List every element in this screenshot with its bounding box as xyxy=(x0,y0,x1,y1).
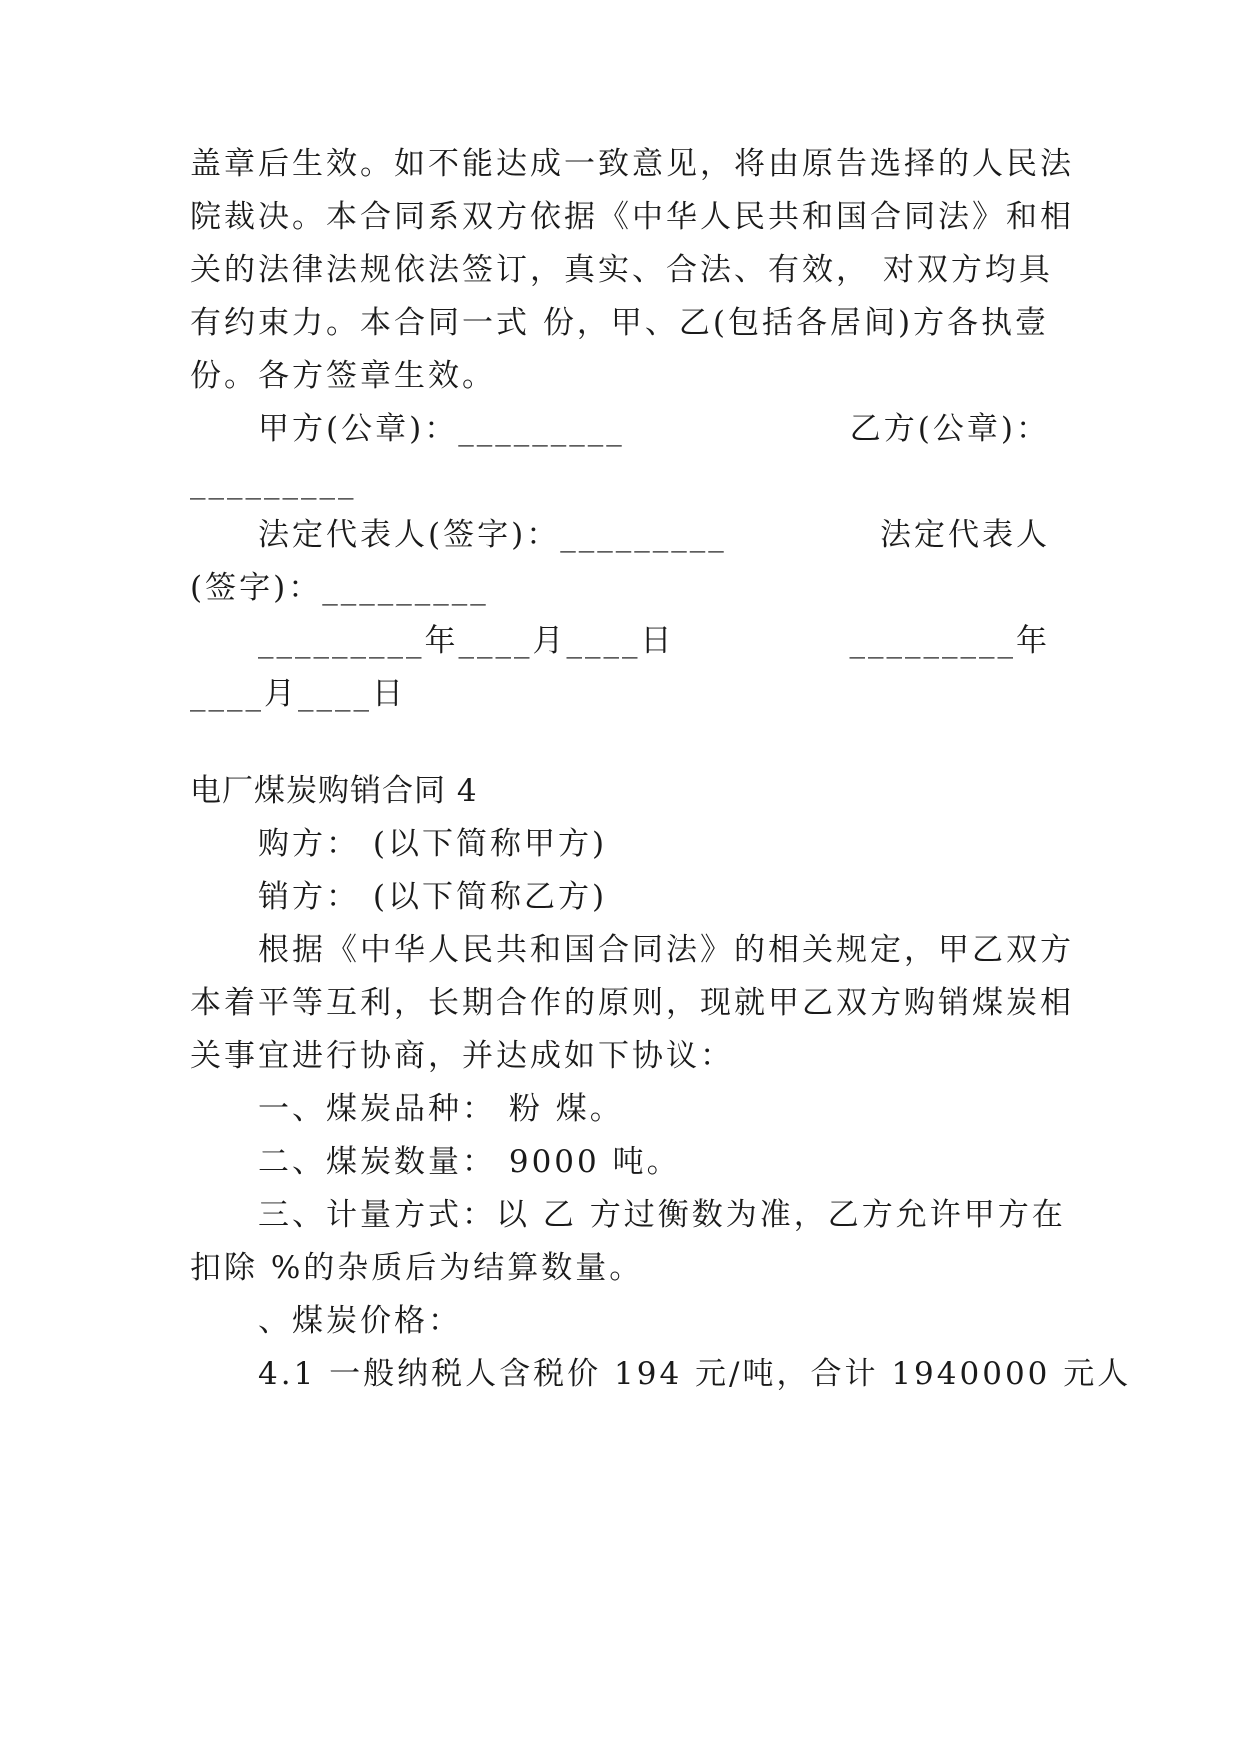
text-line: 关的法律法规依法签订，真实、合法、有效， 对双方均具 xyxy=(190,252,1053,288)
representative-a: 法定代表人(签字)：_________ xyxy=(258,517,727,553)
clause-measurement: 三、计量方式：以 乙 方过衡数为准，乙方允许甲方在 xyxy=(258,1197,1066,1233)
representative-row xyxy=(258,505,1050,565)
party-a-seal: 甲方(公章)：_________ xyxy=(258,411,625,447)
text-line: 盖章后生效。如不能达成一致意见，将由原告选择的人民法 xyxy=(190,146,1074,182)
party-b-seal: 乙方(公章)： xyxy=(849,411,1050,447)
representative-b: 法定代表人 xyxy=(880,517,1050,553)
seller-line: 销方： (以下简称乙方) xyxy=(258,879,608,915)
date-row xyxy=(258,611,1050,671)
section-title: 电厂煤炭购销合同 4 xyxy=(190,773,478,809)
intro-line: 本着平等互利，长期合作的原则，现就甲乙双方购销煤炭相 xyxy=(190,985,1074,1021)
party-b-seal-blank: _________ xyxy=(190,464,357,500)
intro-line: 关事宜进行协商，并达成如下协议： xyxy=(190,1038,734,1074)
text-line: 份。各方签章生效。 xyxy=(190,358,496,394)
representative-b-cont: (签字)：_________ xyxy=(190,570,489,606)
clause-coal-quantity: 二、煤炭数量： 9000 吨。 xyxy=(258,1144,681,1180)
clause-price-detail: 4.1 一般纳税人含税价 194 元/吨，合计 1940000 元人 xyxy=(258,1356,1132,1392)
date-a: _________年____月____日 xyxy=(258,623,675,659)
text-line: 有约束力。本合同一式 份，甲、乙(包括各居间)方各执壹 xyxy=(190,305,1050,341)
clause-price: 、煤炭价格： xyxy=(258,1303,462,1339)
clause-measurement-cont: 扣除 %的杂质后为结算数量。 xyxy=(190,1250,644,1286)
seal-row xyxy=(258,399,1050,459)
date-b-cont: ____月____日 xyxy=(190,676,406,712)
date-b: _________年 xyxy=(849,623,1050,659)
text-line: 院裁决。本合同系双方依据《中华人民共和国合同法》和相 xyxy=(190,199,1074,235)
clause-coal-type: 一、煤炭品种： 粉 煤。 xyxy=(258,1091,624,1127)
intro-line: 根据《中华人民共和国合同法》的相关规定，甲乙双方 xyxy=(258,932,1074,968)
buyer-line: 购方： (以下简称甲方) xyxy=(258,826,608,862)
